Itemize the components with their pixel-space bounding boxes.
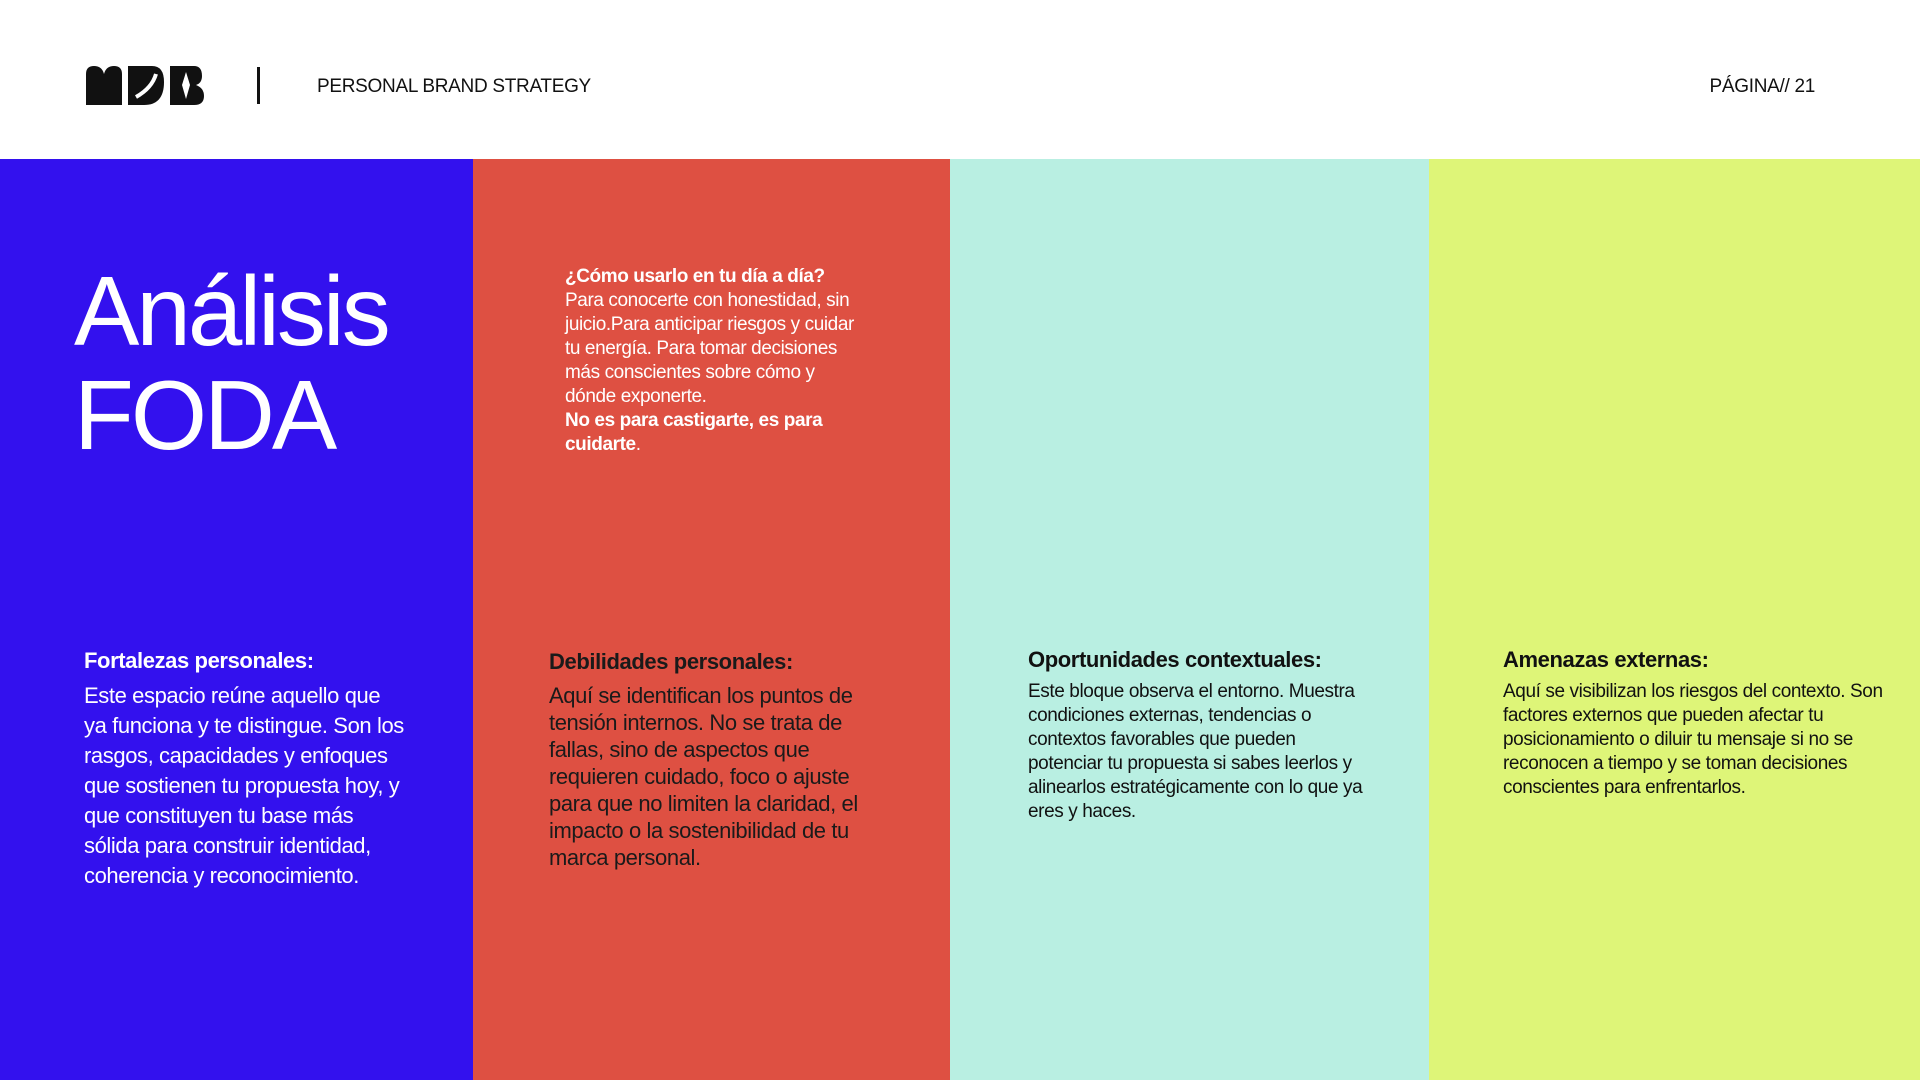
usage-intro [565,265,865,457]
usage-question: ¿Cómo usarlo en tu día a día? [565,266,825,287]
weaknesses-heading: Debilidades personales: [549,649,793,674]
weaknesses-column [473,159,950,1080]
strengths-block [84,647,404,891]
brand-title: PERSONAL BRAND STRATEGY [317,76,591,97]
usage-body: Para conocerte con honestidad, sin juicio.Para anticipar riesgos y cuidar tu energía. Para tomar decisiones más conscientes sobre cómo y dónde exponerte. [565,290,854,407]
header-divider [257,67,260,104]
mdb-logo-icon [86,66,204,105]
header [0,0,1920,159]
weaknesses-body: Aquí se identifican los puntos de tensión internos. No se trata de fallas, sino de aspectos que requieren cuidado, foco o ajuste para que no limiten la claridad, el impacto o la sostenibilidad de tu marca personal. [549,683,858,870]
opportunities-body: Este bloque observa el entorno. Muestra condiciones externas, tendencias o contextos favorables que pueden potenciar tu propuesta si sabes leerlos y alinearlos estratégicamente con lo que ya eres y haces. [1028,681,1363,822]
usage-end: . [635,434,641,455]
strengths-heading: Fortalezas personales: [84,648,314,673]
threats-column [1429,159,1920,1080]
threats-heading: Amenazas externas: [1503,647,1709,672]
weaknesses-block [549,648,889,871]
threats-body: Aquí se visibilizan los riesgos del contexto. Son factores externos que pueden afectar tu posicionamiento o diluir tu mensaje si no se reconocen a tiempo y se toman decisiones conscientes para enfrentarlos. [1503,681,1883,798]
strengths-column [0,159,473,1080]
page-title [74,256,388,470]
opportunities-block [1028,646,1373,824]
opportunities-column [950,159,1429,1080]
usage-emphasis: No es para castigarte, es para cuidarte [565,410,823,455]
page-title-line1: Análisis [74,256,388,366]
page-title-line2: FODA [74,360,335,470]
strengths-body: Este espacio reúne aquello que ya funciona y te distingue. Son los rasgos, capacidades y enfoques que sostienen tu propuesta hoy, y que constituyen tu base más sólida para construir identidad, coherencia y reconocimiento. [84,683,404,888]
opportunities-heading: Oportunidades contextuales: [1028,647,1322,672]
threats-block [1503,646,1883,800]
page-number: PÁGINA// 21 [1709,76,1815,97]
